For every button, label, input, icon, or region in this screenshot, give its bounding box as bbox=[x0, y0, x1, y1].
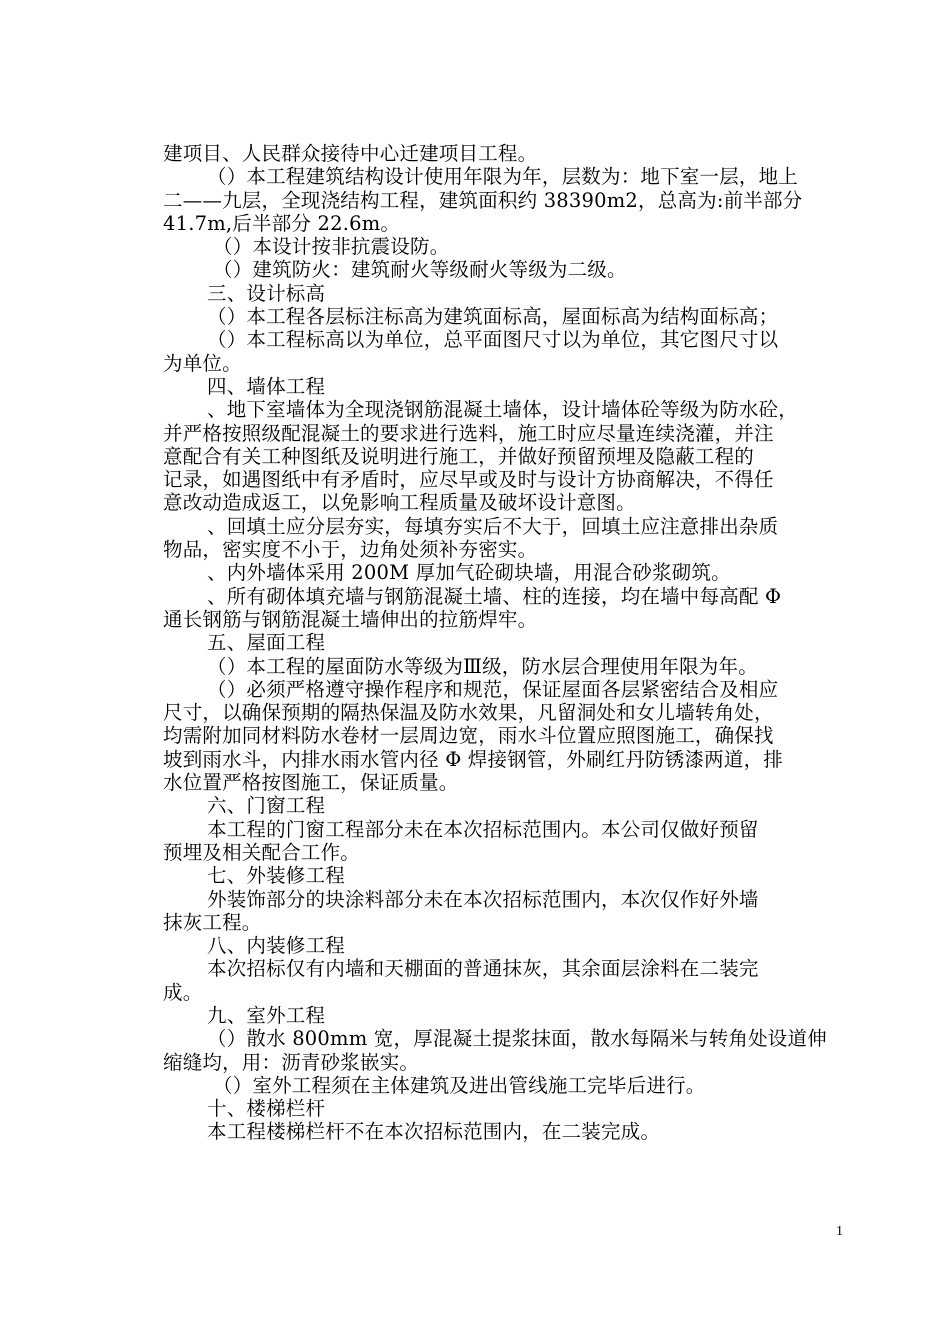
text-line: 、回填土应分层夯实，每填夯实后不大于，回填土应注意排出杂质 bbox=[207, 514, 779, 538]
text-line: （）本工程建筑结构设计使用年限为年，层数为：地下室一层，地上 bbox=[207, 165, 799, 189]
section-heading: 八、内装修工程 bbox=[207, 934, 345, 958]
text-line: 物品，密实度不小于，边角处须补夯密实。 bbox=[163, 538, 538, 562]
page-number: 1 bbox=[836, 1224, 843, 1239]
text-line: （）本工程各层标注标高为建筑面标高，屋面标高为结构面标高； bbox=[207, 305, 779, 329]
text-line: 坡到雨水斗，内排水雨水管内径 Φ 焊接钢管，外刷红丹防锈漆两道，排 bbox=[163, 747, 783, 771]
text-line: 41.7m,后半部分 22.6m。 bbox=[163, 211, 401, 235]
text-line: 本工程的门窗工程部分未在本次招标范围内。本公司仅做好预留 bbox=[207, 817, 759, 841]
text-line: （）必须严格遵守操作程序和规范，保证屋面各层紧密结合及相应 bbox=[207, 677, 779, 701]
text-line: （）本工程的屋面防水等级为Ⅲ级，防水层合理使用年限为年。 bbox=[207, 654, 758, 678]
text-line: 水位置严格按图施工，保证质量。 bbox=[163, 771, 459, 795]
text-line: （）散水 800mm 宽，厚混凝土提浆抹面，散水每隔米与转角处设道伸 bbox=[207, 1027, 827, 1051]
text-line: 本次招标仅有内墙和天棚面的普通抹灰，其余面层涂料在二装完 bbox=[207, 957, 759, 981]
text-line: 意配合有关工种图纸及说明进行施工，并做好预留预埋及隐蔽工程的 bbox=[163, 444, 755, 468]
text-line: 并严格按照级配混凝土的要求进行选料，施工时应尽量连续浇灌，并注 bbox=[163, 421, 774, 445]
text-line: 、地下室墙体为全现浇钢筋混凝土墙体，设计墙体砼等级为防水砼， bbox=[207, 398, 799, 422]
section-heading: 六、门窗工程 bbox=[207, 794, 326, 818]
text-line: 、所有砌体填充墙与钢筋混凝土墙、柱的连接，均在墙中每高配 Φ bbox=[207, 584, 782, 608]
document-body bbox=[163, 142, 853, 1144]
text-line: （）本设计按非抗震设防。 bbox=[213, 235, 450, 259]
text-line: 抹灰工程。 bbox=[163, 910, 262, 934]
text-line: 预埋及相关配合工作。 bbox=[163, 840, 361, 864]
text-line: 尺寸，以确保预期的隔热保温及防水效果，凡留洞处和女儿墙转角处， bbox=[163, 701, 774, 725]
section-heading: 九、室外工程 bbox=[207, 1003, 326, 1027]
text-line: 外装饰部分的块涂料部分未在本次招标范围内，本次仅作好外墙 bbox=[207, 887, 759, 911]
section-heading: 四、墙体工程 bbox=[207, 374, 326, 398]
text-line: 、内外墙体采用 200M 厚加气砼砌块墙，用混合砂浆砌筑。 bbox=[207, 561, 731, 585]
text-line: 缩缝均，用：沥青砂浆嵌实。 bbox=[163, 1050, 420, 1074]
text-line: 记录，如遇图纸中有矛盾时，应尽早或及时与设计方协商解决，不得任 bbox=[163, 468, 774, 492]
text-line: 成。 bbox=[163, 980, 203, 1004]
text-line: （）本工程标高以为单位，总平面图尺寸以为单位，其它图尺寸以 bbox=[207, 328, 779, 352]
text-line: 本工程楼梯栏杆不在本次招标范围内，在二装完成。 bbox=[207, 1120, 661, 1144]
text-line: （）室外工程须在主体建筑及进出管线施工完毕后进行。 bbox=[213, 1073, 706, 1097]
text-line: 为单位。 bbox=[163, 351, 242, 375]
text-line: 建项目、人民群众接待中心迁建项目工程。 bbox=[163, 142, 538, 165]
section-heading: 七、外装修工程 bbox=[207, 864, 345, 888]
text-line: 均需附加同材料防水卷材一层周边宽，雨水斗位置应照图施工，确保找 bbox=[163, 724, 774, 748]
section-heading: 十、楼梯栏杆 bbox=[207, 1097, 326, 1121]
text-line: 二——九层，全现浇结构工程，建筑面积约 38390m2，总高为:前半部分 bbox=[163, 188, 803, 212]
text-line: （）建筑防火：建筑耐火等级耐火等级为二级。 bbox=[213, 258, 627, 282]
section-heading: 三、设计标高 bbox=[207, 281, 326, 305]
text-line: 通长钢筋与钢筋混凝土墙伸出的拉筋焊牢。 bbox=[163, 607, 538, 631]
text-line: 意改动造成返工，以免影响工程质量及破坏设计意图。 bbox=[163, 491, 636, 515]
section-heading: 五、屋面工程 bbox=[207, 631, 326, 655]
